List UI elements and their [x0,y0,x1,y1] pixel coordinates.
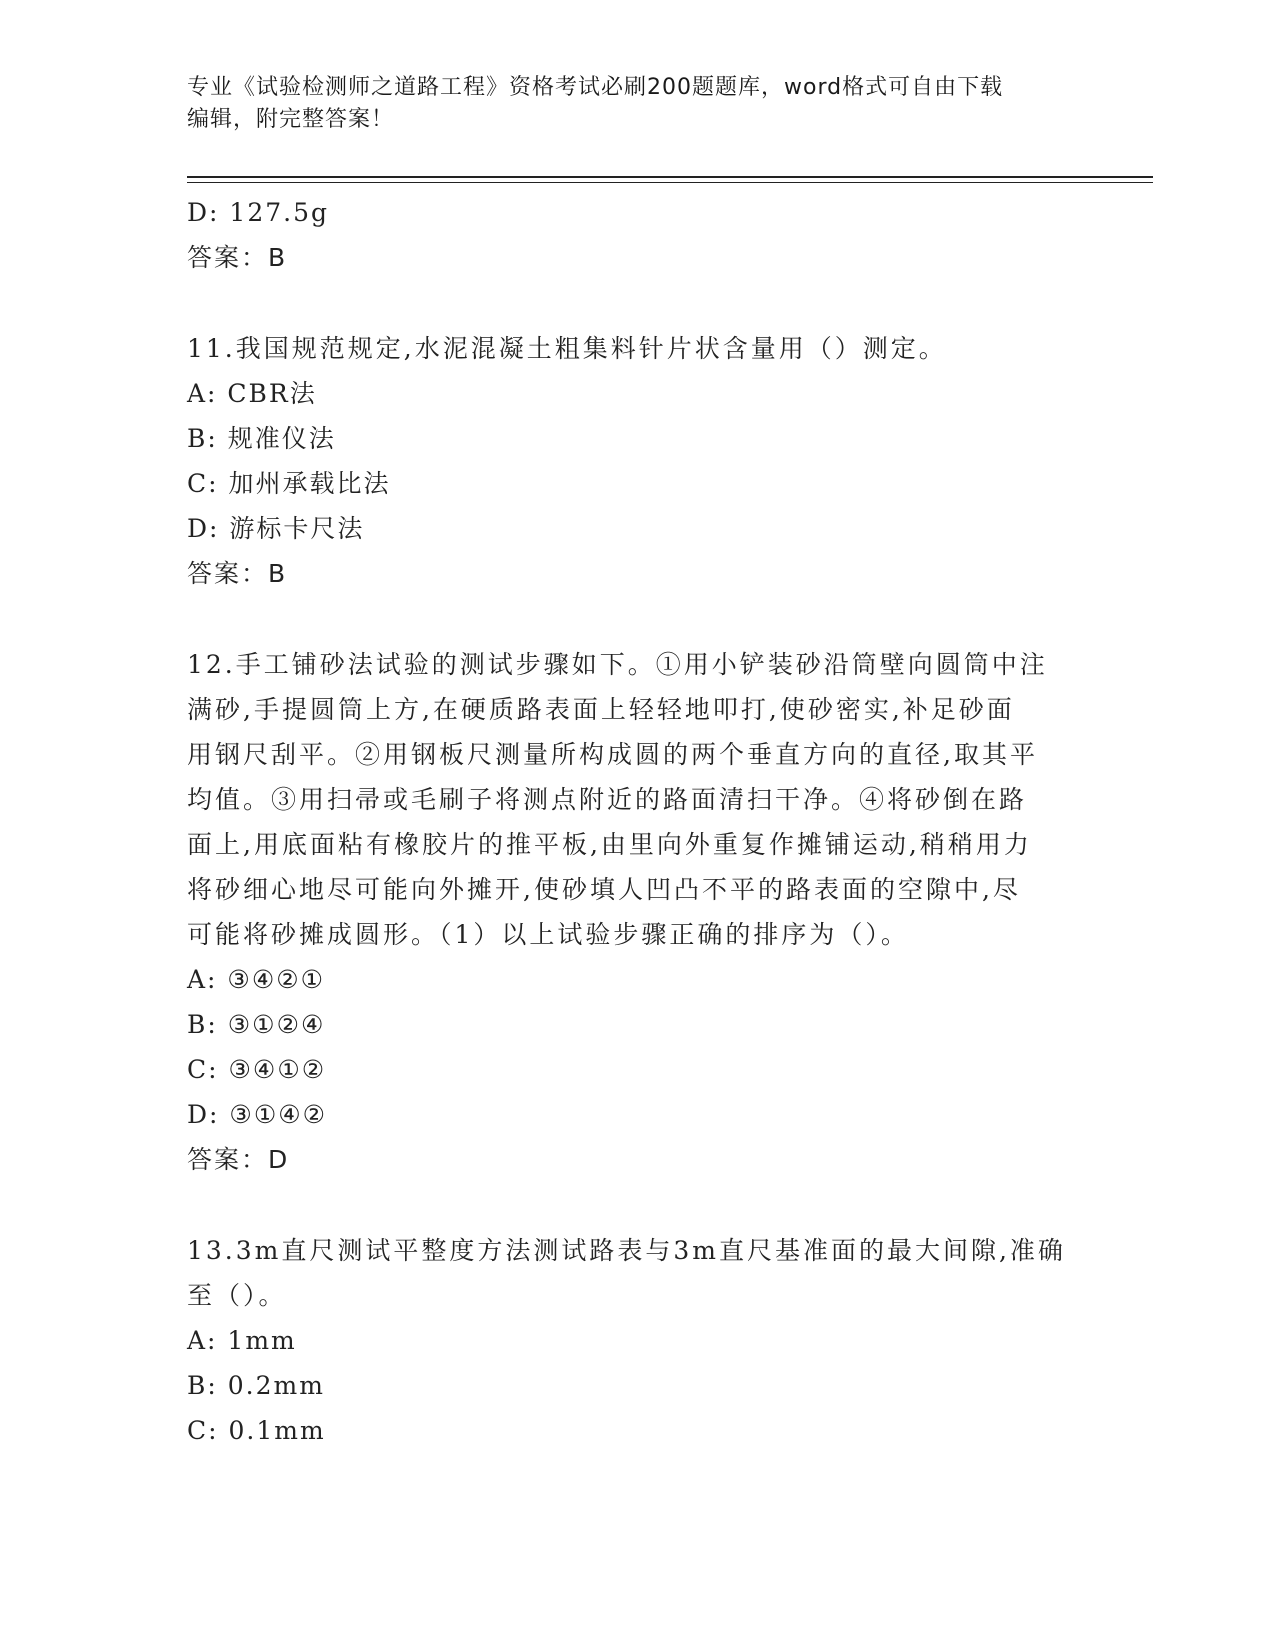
question-stem-line-2: 满砂,手提圆筒上方,在硬质路表面上轻轻地叩打,使砂密实,补足砂面 [187,695,1015,724]
header-line-1: 专业《试验检测师之道路工程》资格考试必刷200题题库，word格式可自由下载 [187,75,1004,100]
option-c: C: ③④①② [187,1055,327,1084]
question-12 [187,642,1087,1182]
option-a: A: 1mm [187,1326,297,1355]
header-divider-thick [187,176,1153,178]
answer-line: 答案：D [187,1145,290,1174]
option-b: B: 规准仪法 [187,424,336,453]
option-a: A: CBR法 [187,379,317,408]
document-header [187,72,1067,136]
option-c: C: 0.1mm [187,1416,326,1445]
question-stem-line-7: 可能将砂摊成圆形。（1）以上试验步骤正确的排序为（）。 [187,920,909,949]
question-stem-line-3: 用钢尺刮平。②用钢板尺测量所构成圆的两个垂直方向的直径,取其平 [187,740,1038,769]
question-10-tail [187,190,1087,280]
question-13 [187,1228,1087,1453]
option-a: A: ③④②① [187,965,326,994]
answer-line: 答案：B [187,559,288,588]
option-d: D: 游标卡尺法 [187,514,365,543]
question-stem-line-4: 均值。③用扫帚或毛刷子将测点附近的路面清扫干净。④将砂倒在路 [187,785,1028,814]
answer-line: 答案：B [187,243,288,272]
option-c: C: 加州承载比法 [187,469,391,498]
question-stem-line-2: 至（）。 [187,1281,287,1310]
question-list [187,190,1087,1453]
question-stem: 11.我国规范规定,水泥混凝土粗集料针片状含量用（）测定。 [187,334,947,363]
option-b: B: ③①②④ [187,1010,326,1039]
option-b: B: 0.2mm [187,1371,325,1400]
question-stem-line-6: 将砂细心地尽可能向外摊开,使砂填人凹凸不平的路表面的空隙中,尽 [187,875,1021,904]
question-stem-line-1: 13.3m直尺测试平整度方法测试路表与3m直尺基准面的最大间隙,准确 [187,1236,1066,1265]
header-line-2: 编辑，附完整答案！ [187,107,395,132]
option-d: D: 127.5g [187,198,329,227]
header-divider-thin [187,182,1153,183]
question-stem-line-5: 面上,用底面粘有橡胶片的推平板,由里向外重复作摊铺运动,稍稍用力 [187,830,1032,859]
option-d: D: ③①④② [187,1100,328,1129]
question-stem-line-1: 12.手工铺砂法试验的测试步骤如下。①用小铲装砂沿筒壁向圆筒中注 [187,650,1048,679]
question-11 [187,326,1087,596]
